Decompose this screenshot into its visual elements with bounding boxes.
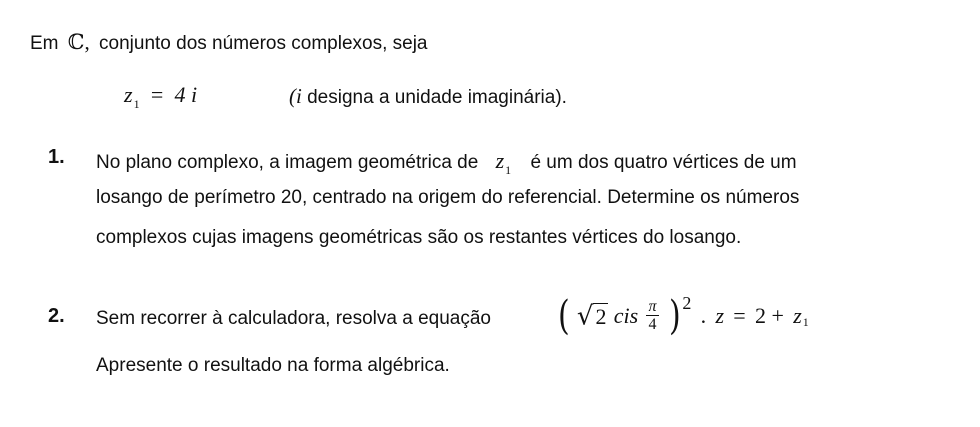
eq-frac-denominator: 4 [648, 316, 657, 334]
eq-right-paren: ) [668, 292, 681, 339]
def-var: z [124, 82, 133, 107]
item-2-equation [556, 290, 809, 340]
note-text: designa a unidade imaginária). [307, 87, 567, 108]
eq-frac-numerator: π [648, 298, 657, 316]
item-2-line-2: Apresente o resultado na forma algébrica. [96, 355, 450, 376]
eq-radicand: 2 [595, 304, 607, 330]
eq-rhs-subscript: 1 [802, 314, 809, 329]
def-var-subscript: 1 [133, 97, 140, 111]
def-value: 4 i [174, 82, 198, 107]
eq-left-paren: ( [557, 292, 570, 339]
item-2-number: 2. [48, 305, 65, 327]
item-1-text-after: é um dos quatro vértices de um [530, 152, 797, 173]
eq-fraction [646, 298, 658, 333]
note-var: (i [289, 84, 302, 108]
definition-note [289, 84, 567, 109]
item-1-line-1 [96, 148, 797, 177]
eq-dot: . [700, 302, 707, 328]
item-2-line-1: Sem recorrer à calculadora, resolva a equação [96, 308, 491, 329]
item-1-line-2: losango de perímetro 20, centrado na origem do referencial. Determine os números [96, 187, 800, 208]
intro-prefix: Em [30, 33, 59, 54]
eq-equals: = [733, 302, 746, 328]
radical-sign: √ [576, 301, 594, 332]
eq-z: z [715, 302, 725, 328]
def-equals: = [150, 82, 164, 107]
eq-sqrt [577, 291, 609, 342]
item-1-line-3: complexos cujas imagens geométricas são os restantes vértices do losango. [96, 227, 742, 248]
eq-exponent: 2 [682, 293, 692, 313]
item-1-var-subscript: 1 [505, 163, 512, 177]
definition-line [124, 82, 198, 111]
intro-line [30, 30, 428, 55]
item-1-number: 1. [48, 146, 65, 168]
intro-suffix: conjunto dos números complexos, seja [99, 33, 428, 54]
item-1-var: z [495, 148, 505, 173]
complex-set-symbol: ℂ, [67, 30, 90, 54]
eq-rhs: 2 + [755, 302, 784, 328]
eq-cis: cis [613, 302, 639, 328]
eq-rhs-var: z [793, 302, 802, 328]
item-1-text-before: No plano complexo, a imagem geométrica de [96, 152, 479, 173]
